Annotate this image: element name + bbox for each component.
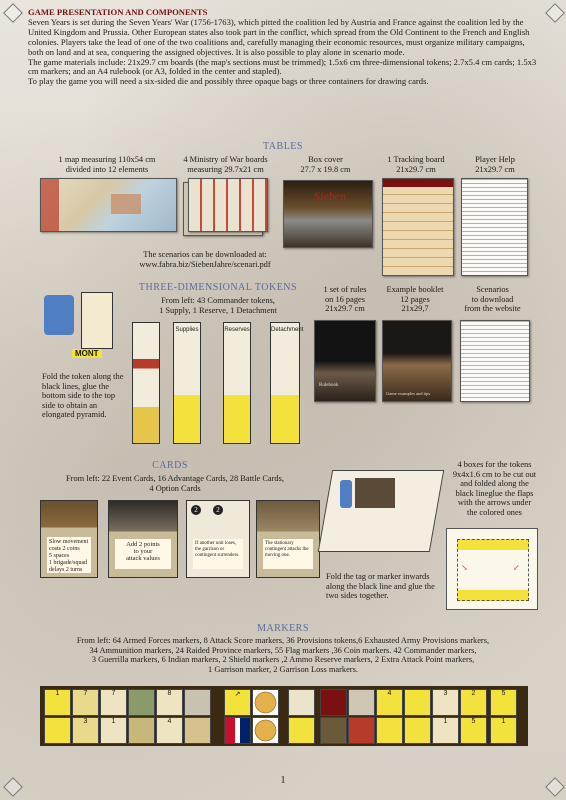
indian-marker	[348, 717, 375, 744]
box-caption: Box cover 27.7 x 19.8 cm	[300, 155, 351, 174]
scenarios-download-note: The scenarios can be downloaded at: www.fabra.biz/SiebenJahre/scenari.pdf	[139, 250, 271, 269]
scenarios-image	[460, 320, 530, 402]
detachment-label: Detachment	[271, 327, 304, 333]
coin-marker	[252, 717, 279, 744]
provisions-marker: 7	[100, 689, 127, 716]
reserves-token	[223, 322, 251, 444]
ammo-reserve-marker	[404, 689, 431, 716]
intro-paragraph-2: The game materials include: 21x29.7 cm boards (the map's sections must be trimmed); 1.5x6 cm three-dimensional tokens; 2.7x5.4 cm cards; 1.5x3 cm markers; and an A4 rulebook (or A3, folded in the center and stapled).	[28, 56, 537, 77]
boxes-note: 4 boxes for the tokens 9x4x1.6 cm to be cut out and folded along the black lineglue the flaps with the arrows under the colored ones	[452, 460, 537, 517]
supplies-label: Supplies	[175, 327, 199, 333]
shield-marker	[376, 717, 403, 744]
box-cover-image: Sieben	[283, 180, 373, 248]
tracking-board-image	[382, 178, 454, 276]
ammunition-marker: 8	[156, 689, 183, 716]
ministry-caption: 4 Ministry of War boards measuring 29.7x21 cm	[183, 155, 268, 174]
extra-attack-marker: 3	[432, 689, 459, 716]
commander-marker	[288, 689, 315, 716]
advantage-card-text: Add 2 points to your attack values	[115, 539, 171, 569]
event-card	[40, 500, 98, 578]
garrison-marker: 5	[460, 717, 487, 744]
ministry-board-image	[188, 178, 268, 232]
attack-score-marker: 7	[72, 689, 99, 716]
booklet-label: Game examples and tips	[386, 391, 431, 396]
token-box-illustration	[325, 470, 445, 555]
detachment-token	[270, 322, 304, 444]
exhausted-army-marker	[128, 717, 155, 744]
option-card-text: The stationary contingent attacks the moving one.	[263, 539, 313, 569]
corner-mark-top-right	[545, 3, 565, 23]
page-number: 1	[280, 775, 286, 786]
tables-title: TABLES	[263, 141, 303, 152]
booklet-caption: Example booklet 12 pages 21x29,7	[386, 285, 444, 314]
flag-marker	[224, 717, 251, 744]
advantage-card	[108, 500, 178, 578]
raided-province-marker	[184, 689, 211, 716]
cards-title: CARDS	[152, 460, 188, 471]
battle-card-text: If another unit loses, the garrison or contingent surrenders.	[193, 539, 243, 569]
scenarios-caption: Scenarios to download from the website	[464, 285, 521, 314]
example-booklet-image	[382, 320, 452, 402]
attack-score-marker: 3	[72, 717, 99, 744]
tokens-from-left: From left: 43 Commander tokens, 1 Supply, 1 Reserve, 1 Detachment	[159, 296, 277, 315]
marker-strip	[40, 686, 528, 746]
provisions-marker: 1	[100, 717, 127, 744]
intro-paragraph-1: Seven Years is set during the Seven Years' War (1756-1763), which pitted the coalition led by Austria and France against the coalition led by the United Kingdom and Prussia. Other European states also took part in the conflict, which spread from the Old Continent to the French and English colonies. Players take the lead of one of the two coalitions and, carefully managing their economic resources, must organize military campaigns, both on land and at sea, conquering the assigned objectives. It is also possible to play alone in scenario mode.	[28, 16, 530, 57]
ammo-reserve-marker	[404, 717, 431, 744]
fold-token-note: Fold the token along the black lines, glue the bottom side to the top side to obtain an elongated pyramid.	[42, 372, 124, 420]
markers-title: MARKERS	[257, 623, 309, 634]
map-image	[40, 178, 177, 232]
markers-description: From left: 64 Armed Forces markers, 8 Attack Score markers, 36 Provisions tokens,6 Exhausted Army Provisions markers, 34 Ammunition markers, 24 Raided Province markers, 55 Flag markers ,36 Coin markers. 42 Commander markers, 3 Guerrilla markers, 6 Indian markers, 2 Shield markers ,2 Ammo Reserve markers, 2 Extra Attack Point markers, 1 Garrison marker, 2 Garrison Loss markers.	[76, 636, 490, 674]
box-template: ↘ ↙	[446, 528, 538, 610]
mont-label: MONT	[72, 349, 102, 358]
garrison-loss-marker: 1	[490, 717, 517, 744]
glue-illustration	[36, 287, 116, 367]
corner-mark-top-left	[3, 3, 23, 23]
supplies-token	[173, 322, 201, 444]
option-card	[256, 500, 320, 578]
coin-marker	[252, 689, 279, 716]
commander-marker	[288, 717, 315, 744]
event-card-text: Slow movement costs 2 coins 5 spaces 1 brigade/squad delays 2 turns	[47, 537, 91, 573]
commander-token	[132, 322, 160, 444]
shield-marker: 4	[376, 689, 403, 716]
flag-marker: ↗	[224, 689, 251, 716]
armed-forces-marker	[44, 717, 71, 744]
intro-paragraph-3: To play the game you will need a six-sided die and possibly three opaque bags or three containers for drawing cards.	[28, 76, 429, 87]
garrison-marker: 2	[460, 689, 487, 716]
reserves-label: Reserves	[224, 327, 250, 333]
guerrilla-marker	[320, 717, 347, 744]
raided-province-marker	[184, 717, 211, 744]
rules-caption: 1 set of rules on 16 pages 21x29.7 cm	[323, 285, 367, 314]
tokens-title: THREE-DIMENSIONAL TOKENS	[138, 282, 298, 293]
exhausted-army-marker	[128, 689, 155, 716]
armed-forces-marker: 1	[44, 689, 71, 716]
map-caption: 1 map measuring 110x54 cm divided into 12 elements	[58, 155, 156, 174]
battle-card: 2 2 If another unit loses, the garrison or contingent surrenders.	[186, 500, 250, 578]
indian-marker	[348, 689, 375, 716]
help-caption: Player Help 21x29.7 cm	[475, 155, 515, 174]
cards-from-left: From left: 22 Event Cards, 16 Advantage Cards, 28 Battle Cards, 4 Option Cards	[66, 474, 284, 493]
guerrilla-marker	[320, 689, 347, 716]
intro-heading: GAME PRESENTATION AND COMPONENTS	[28, 7, 208, 17]
intro-section	[28, 8, 538, 87]
garrison-loss-marker: 5	[490, 689, 517, 716]
ammunition-marker: 4	[156, 717, 183, 744]
player-help-image	[461, 178, 528, 276]
tracking-caption: 1 Tracking board 21x29.7 cm	[387, 155, 445, 174]
extra-attack-marker: 1	[432, 717, 459, 744]
rulebook-image	[314, 320, 376, 402]
rulebook-label: Rulebook	[319, 383, 339, 388]
fold-tag-note: Fold the tag or marker inwards along the black line and glue the two sides together.	[326, 572, 435, 601]
